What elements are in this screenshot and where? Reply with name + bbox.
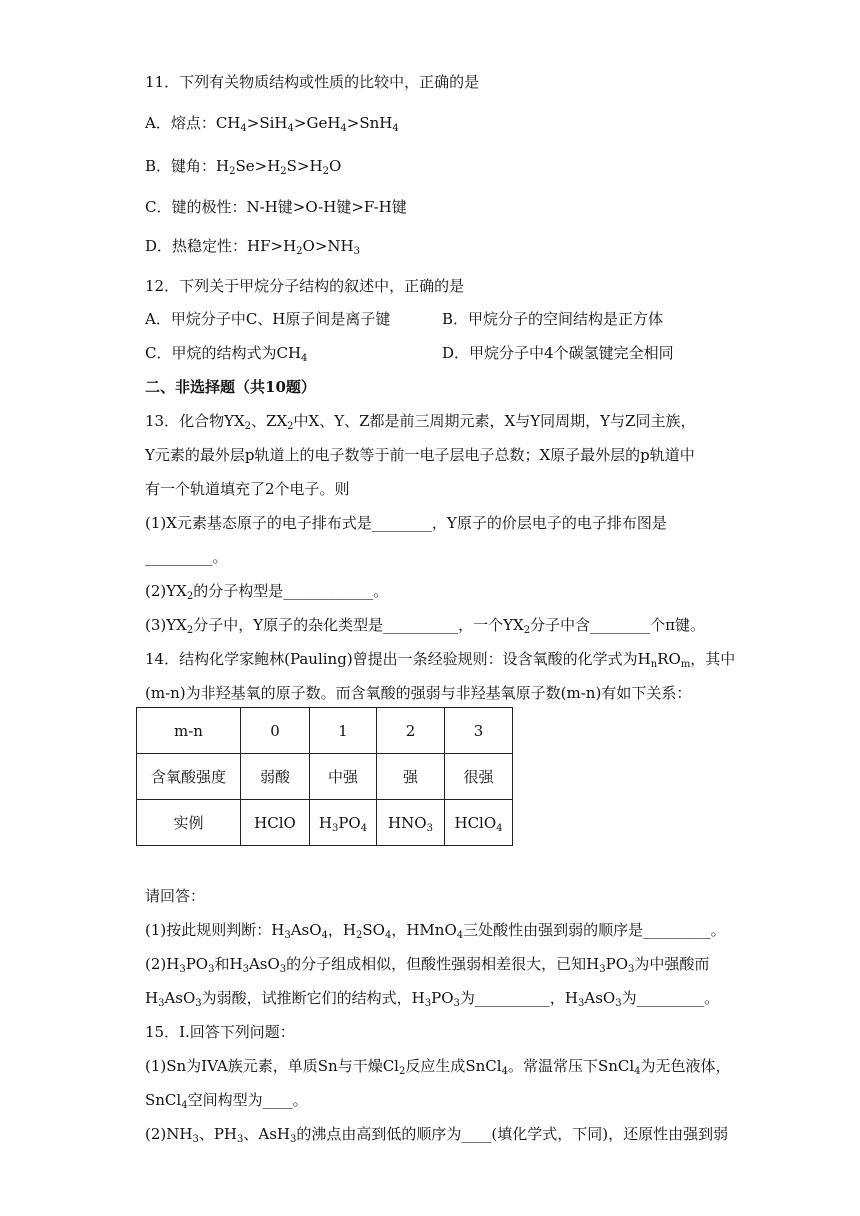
table-cell: 3 (445, 708, 513, 754)
q14-part-2a: $(2)H_3PO_3$和$H_3AsO_3$的分子组成相似，但酸性强弱相差很大，已知$H_3PO_3$为中强酸而 (145, 955, 710, 975)
q13-part-2: $(2)YX_2$的分子构型是____________。 (145, 582, 389, 602)
table-cell: 中强 (310, 754, 377, 800)
table-cell: 2 (377, 708, 445, 754)
table-cell: 含氧酸强度 (137, 754, 241, 800)
q11-option-c: C．键的极性：N-H键>O-H键>F-H键 (145, 198, 407, 216)
q14-line-1: 14．结构化学家鲍林(Pauling)曾提出一条经验规则：设含氧酸的化学式为$H_nRO_m$，其中 (145, 650, 736, 670)
table-cell: 1 (310, 708, 377, 754)
q14-part-2b: $H_3AsO_3$为弱酸，试推断它们的结构式，$H_3PO_3$为__________，$H_3AsO_3$为_________。 (145, 989, 720, 1009)
table-cell: 很强 (445, 754, 513, 800)
q15-stem: 15．I.回答下列问题： (145, 1023, 295, 1041)
q14-line-2: (m-n)为非羟基氧的原子数。而含氧酸的强弱与非羟基氧原子数(m-n)有如下关系： (145, 684, 692, 702)
q14-part-1: (1)按此规则判断：$H_3AsO_4$，$H_2SO_4$，HMnO$_4$三处酸性由强到弱的顺序是_________。 (145, 921, 726, 941)
q14-ask: 请回答： (145, 887, 206, 905)
table-cell: 实例 (137, 800, 241, 846)
q15-part-1a: (1)Sn为IVA族元素，单质Sn与干燥$Cl_2$反应生成SnCl$_4$。常温常压下SnCl$_4$为无色液体， (145, 1057, 731, 1077)
q11-option-b: B．键角：$H_2Se>H_2S>H_2O$ (145, 157, 342, 177)
q13-line-1: 13．化合物$YX_2$、$ZX_2$中X、Y、Z都是前三周期元素，X与Y同周期，Y与Z同主族， (145, 412, 696, 432)
q11-stem: 11．下列有关物质结构或性质的比较中，正确的是 (145, 73, 480, 91)
q13-line-2: Y元素的最外层p轨道上的电子数等于前一电子层电子总数；X原子最外层的p轨道中 (145, 446, 695, 464)
table-cell: m-n (137, 708, 241, 754)
table-cell: HClO$_4$ (445, 800, 513, 846)
q13-part-1b: _________。 (145, 548, 228, 566)
table-cell: $H_3PO_4$ (310, 800, 377, 846)
table-row (137, 708, 513, 754)
q13-line-3: 有一个轨道填充了2个电子。则 (145, 480, 350, 498)
table-row (137, 754, 513, 800)
table-cell: $HNO_3$ (377, 800, 445, 846)
table-cell: 0 (241, 708, 310, 754)
q12-option-c: C．甲烷的结构式为$CH_4$ (145, 344, 308, 364)
q12-option-b: B．甲烷分子的空间结构是正方体 (442, 310, 664, 328)
oxyacid-table (136, 707, 513, 846)
table-cell: 强 (377, 754, 445, 800)
table-cell: 弱酸 (241, 754, 310, 800)
q12-option-a: A．甲烷分子中C、H原子间是离子键 (145, 310, 391, 328)
q15-part-2: $(2)NH_3$、$PH_3$、AsH$_3$的沸点由高到低的顺序为____(填化学式，下同)，还原性由强到弱 (145, 1125, 729, 1145)
q11-option-a: A．熔点：$CH_4>SiH_4>GeH_4>SnH_4$ (145, 114, 399, 134)
q12-option-d: D．甲烷分子中4个碳氢键完全相同 (442, 344, 674, 362)
section-heading: 二、非选择题（共10题） (145, 378, 316, 396)
table-cell: HClO (241, 800, 310, 846)
q15-part-1b: SnCl$_4$空间构型为____。 (145, 1091, 308, 1111)
q11-option-d: D．热稳定性：$HF>H_2O>NH_3$ (145, 237, 360, 257)
q13-part-1a: (1)X元素基态原子的电子排布式是________，Y原子的价层电子的电子排布图是 (145, 514, 667, 532)
q13-part-3: $(3)YX_2$分子中，Y原子的杂化类型是__________，一个$YX_2$分子中含________个π键。 (145, 616, 705, 636)
q12-stem: 12．下列关于甲烷分子结构的叙述中，正确的是 (145, 277, 465, 295)
table-row (137, 800, 513, 846)
